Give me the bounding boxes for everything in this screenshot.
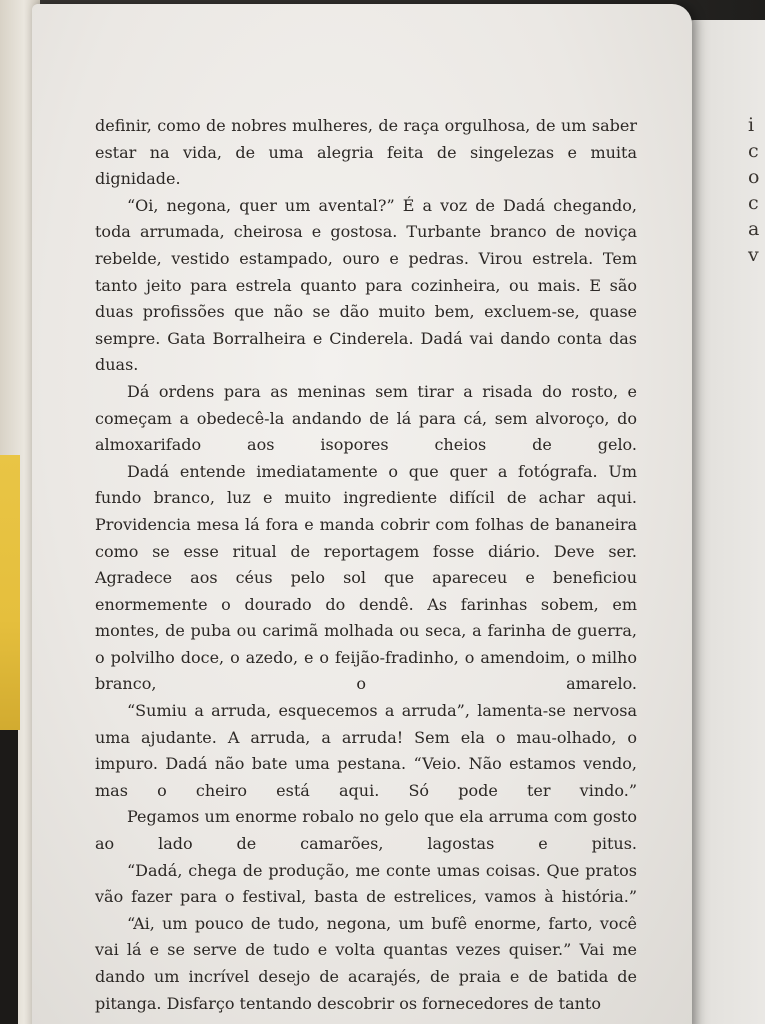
fragment: i	[748, 114, 755, 136]
fragment: c	[748, 192, 759, 214]
fragment: v	[748, 244, 759, 266]
paragraph: “Ai, um pouco de tudo, negona, um bufê enorme, farto, você vai lá e se serve de tudo e volta quantas vezes quiser.” Vai me dando um incrível desejo de acarajés, de praia e de batida de pitanga. Disfarço tentando descobrir os fornecedores de tanto	[95, 913, 637, 1013]
paragraph: Dadá entende imediatamente o que quer a fotógrafa. Um fundo branco, luz e muito ingrediente difícil de achar aqui. Providencia mesa lá fora e manda cobrir com folhas de bananeira como se esse ritual de reportagem fosse diário. Deve ser. Agradece aos céus pelo sol que apareceu e beneficiou enormemente o dourado do dendê. As farinhas sobem, em montes, de puba ou carimã molhada ou seca, a farinha de guerra, o polvilho doce, o azedo, e o feijão-fradinho, o amendoim, o milho branco, o amarelo.	[95, 461, 637, 694]
paragraph: “Oi, negona, quer um avental?” É a voz de Dadá chegando, toda arrumada, cheirosa e gostosa. Turbante branco de noviça rebelde, vestido estampado, ouro e pedras. Virou estrela. Tem tanto jeito para estrela quanto para cozinheira, ou mais. E são duas profissões que não se dão muito bem, excluem-se, quase sempre. Gata Borralheira e Cinderela. Dadá vai dando conta das duas.	[95, 195, 637, 375]
paragraph: Dá ordens para as meninas sem tirar a risada do rosto, e começam a obedecê-la andando de lá para cá, sem alvoroço, do almoxarifado aos isopores cheios de gelo.	[95, 381, 637, 455]
paragraph: “Dadá, chega de produção, me conte umas coisas. Que pratos vão fazer para o festival, basta de estrelices, vamos à história.”	[95, 860, 637, 907]
yellow-sticky-note	[0, 455, 20, 730]
fragment: o	[748, 166, 760, 188]
paragraph: Pegamos um enorme robalo no gelo que ela arruma com gosto ao lado de camarões, lagostas e pitus.	[95, 807, 637, 854]
page-text	[95, 113, 637, 1017]
paragraph: definir, como de nobres mulheres, de raça orgulhosa, de um saber estar na vida, de uma alegria feita de singelezas e muita dignidade.	[95, 116, 637, 189]
next-page-text-fragments	[748, 112, 759, 268]
paragraph: “Sumiu a arruda, esquecemos a arruda”, lamenta-se nervosa uma ajudante. A arruda, a arruda! Sem ela o mau-olhado, o impuro. Dadá não bate uma pestana. “Veio. Não estamos vendo, mas o cheiro está aqui. Só pode ter vindo.”	[95, 701, 637, 800]
fragment: c	[748, 140, 759, 162]
dark-background-strip	[0, 730, 18, 1024]
fragment: a	[748, 218, 760, 240]
